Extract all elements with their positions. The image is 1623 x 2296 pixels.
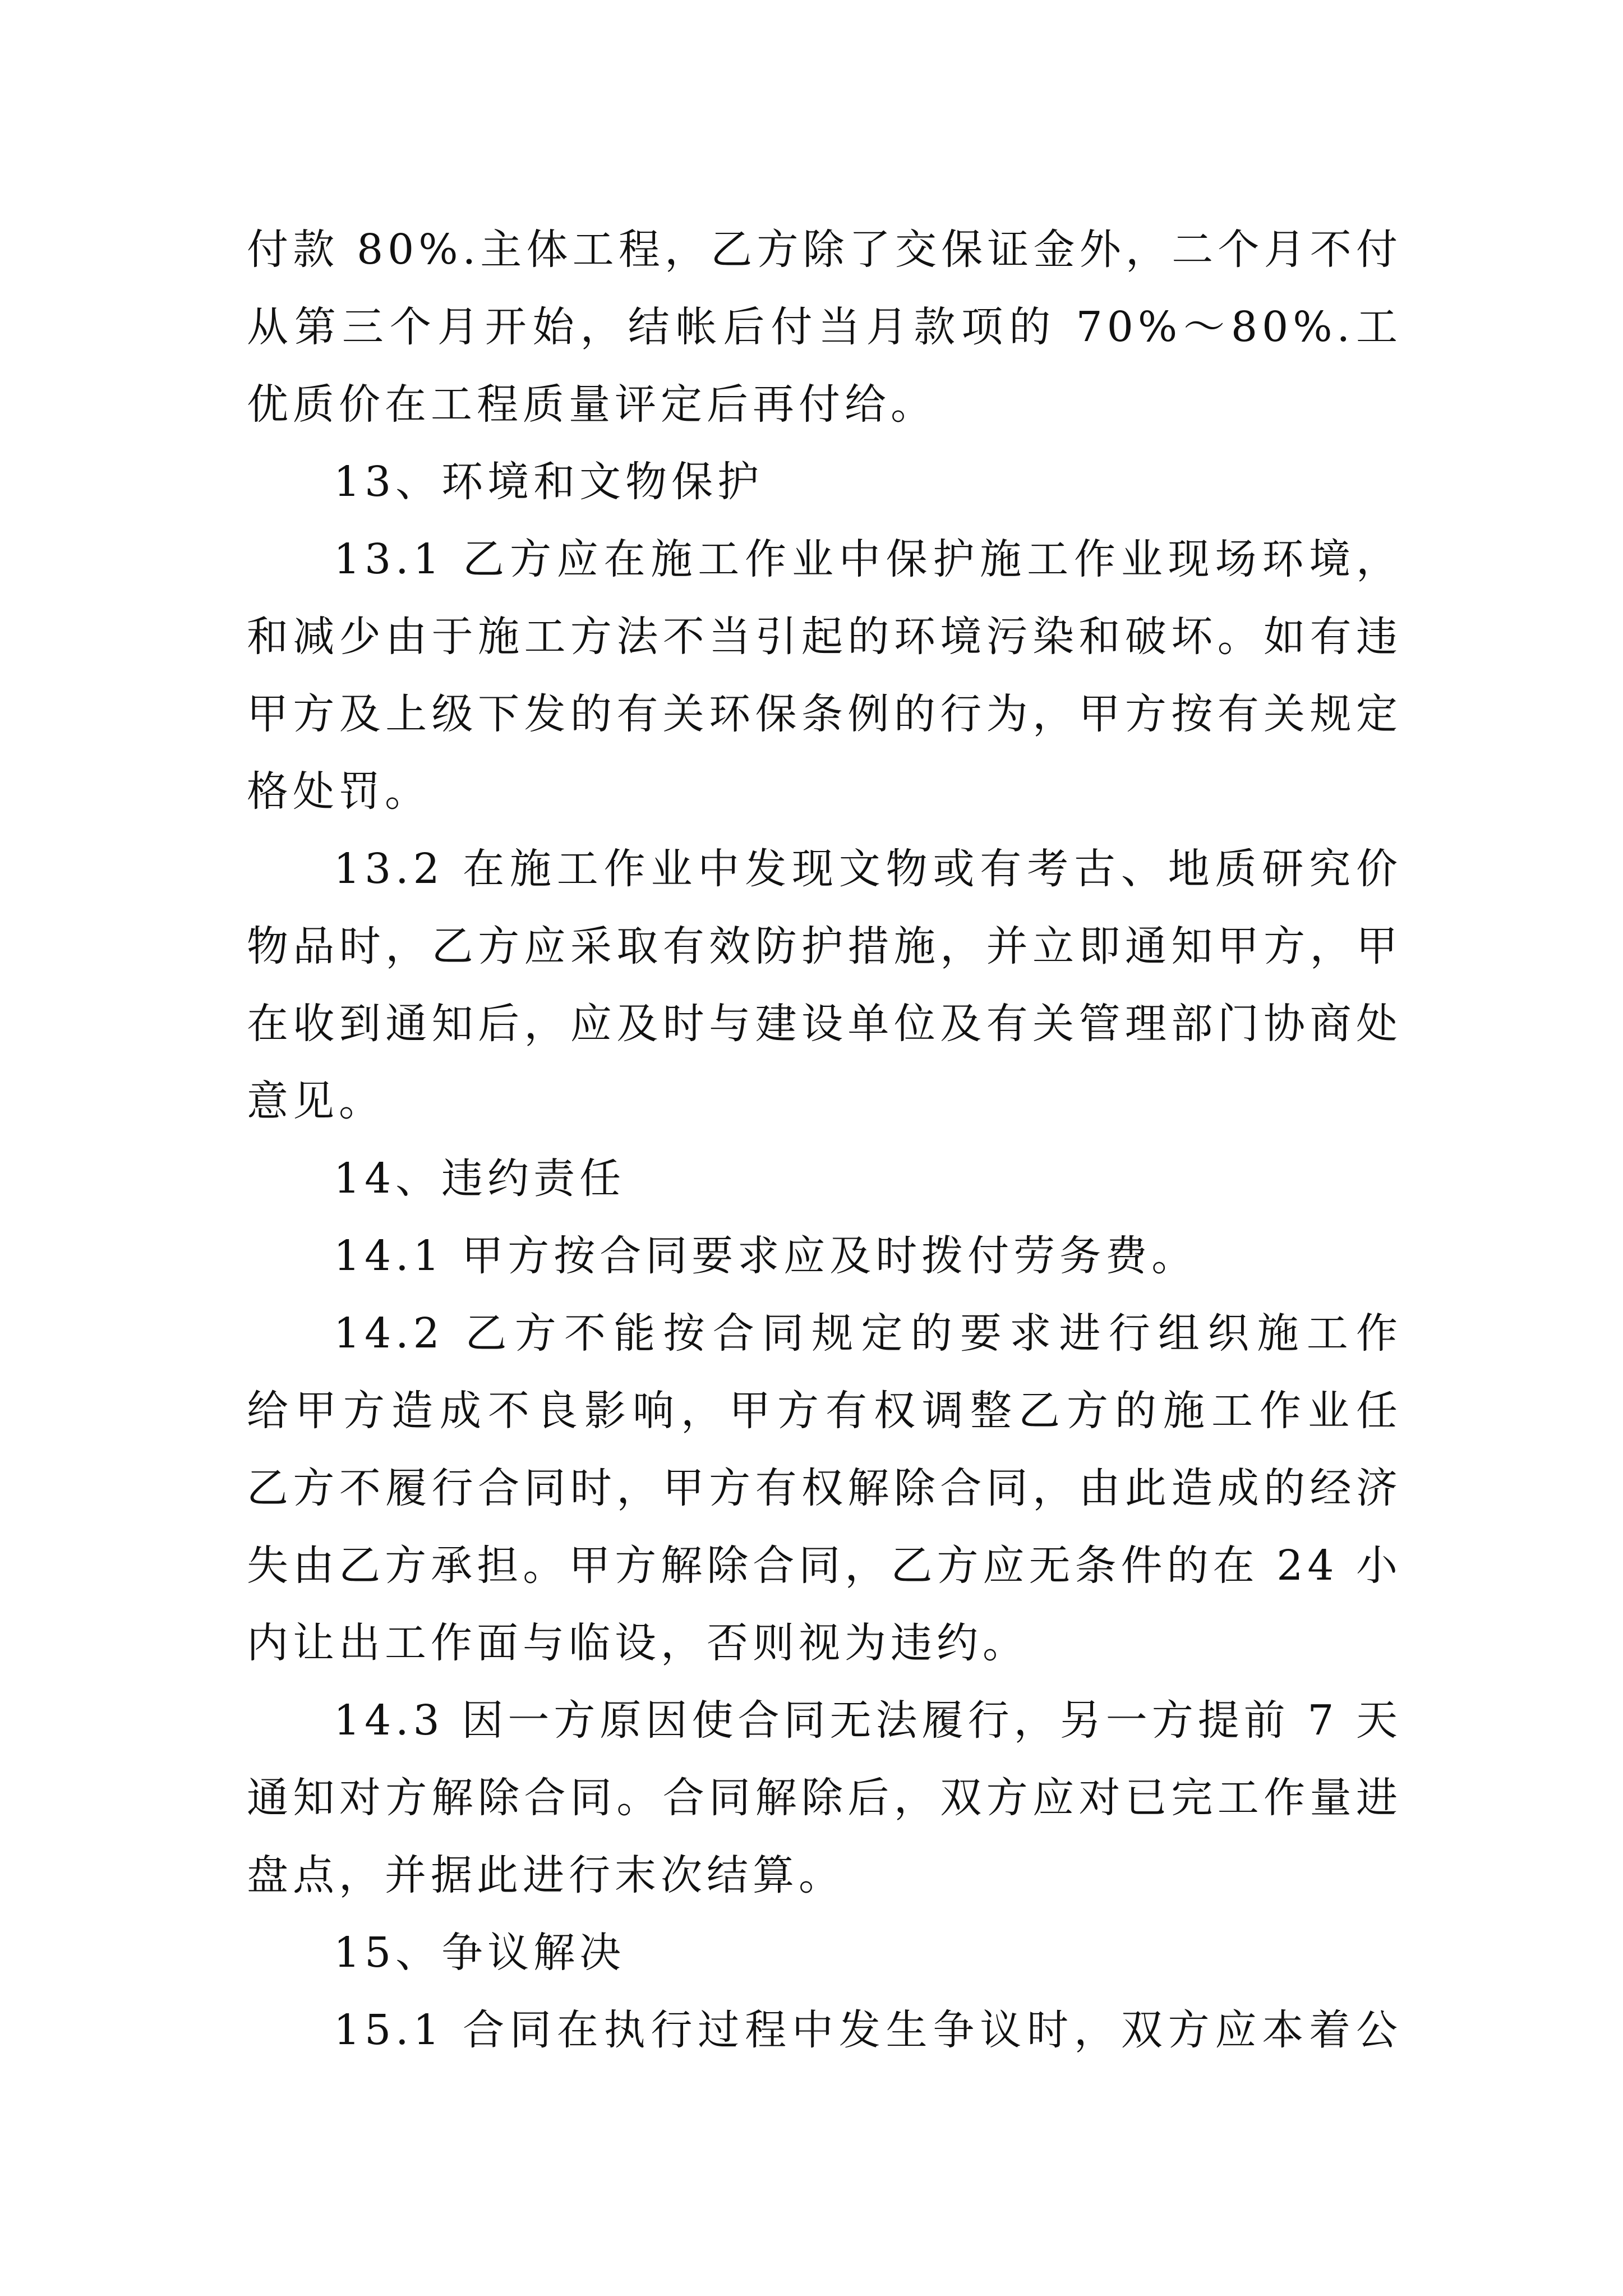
text-line: 失由乙方承担。甲方解除合同，乙方应无条件的在 24 小 bbox=[247, 1542, 1402, 1590]
text-line: 付款 80%.主体工程，乙方除了交保证金外，二个月不付 bbox=[247, 226, 1402, 274]
text-line: 格处罚。 bbox=[247, 767, 431, 816]
clause-start-line: 13.2 在施工作业中发现文物或有考古、地质研究价 bbox=[334, 845, 1402, 893]
text-line: 内让出工作面与临设，否则视为违约。 bbox=[247, 1619, 1029, 1667]
text-line: 通知对方解除合同。合同解除后，双方应对已完工作量进 bbox=[247, 1774, 1402, 1822]
clause-start-line: 14.2 乙方不能按合同规定的要求进行组织施工作 bbox=[334, 1309, 1402, 1358]
text-line: 优质价在工程质量评定后再付给。 bbox=[247, 380, 937, 429]
text-line: 盘点，并据此进行末次结算。 bbox=[247, 1851, 845, 1899]
text-line: 给甲方造成不良影响，甲方有权调整乙方的施工作业任 bbox=[247, 1387, 1402, 1435]
section-heading: 15、争议解决 bbox=[334, 1929, 626, 1977]
clause-start-line: 15.1 合同在执行过程中发生争议时，双方应本着公 bbox=[334, 2006, 1402, 2054]
text-line: 甲方及上级下发的有关环保条例的行为，甲方按有关规定 bbox=[247, 690, 1402, 738]
document-body bbox=[247, 211, 1402, 2069]
text-line: 意见。 bbox=[247, 1077, 385, 1125]
clause-start-line: 14.1 甲方按合同要求应及时拨付劳务费。 bbox=[334, 1232, 1198, 1280]
section-heading: 13、环境和文物保护 bbox=[334, 458, 764, 506]
text-line: 和减少由于施工方法不当引起的环境污染和破坏。如有违 bbox=[247, 613, 1402, 661]
text-line: 物品时，乙方应采取有效防护措施，并立即通知甲方，甲 bbox=[247, 922, 1402, 970]
clause-start-line: 13.1 乙方应在施工作业中保护施工作业现场环境， bbox=[334, 535, 1402, 583]
text-line: 在收到通知后，应及时与建设单位及有关管理部门协商处 bbox=[247, 1000, 1402, 1048]
clause-start-line: 14.3 因一方原因使合同无法履行，另一方提前 7 天 bbox=[334, 1696, 1402, 1745]
section-heading: 14、违约责任 bbox=[334, 1154, 626, 1203]
text-line: 乙方不履行合同时，甲方有权解除合同，由此造成的经济 bbox=[247, 1464, 1402, 1512]
text-line: 从第三个月开始，结帐后付当月款项的 70%～80%.工 bbox=[247, 303, 1402, 351]
